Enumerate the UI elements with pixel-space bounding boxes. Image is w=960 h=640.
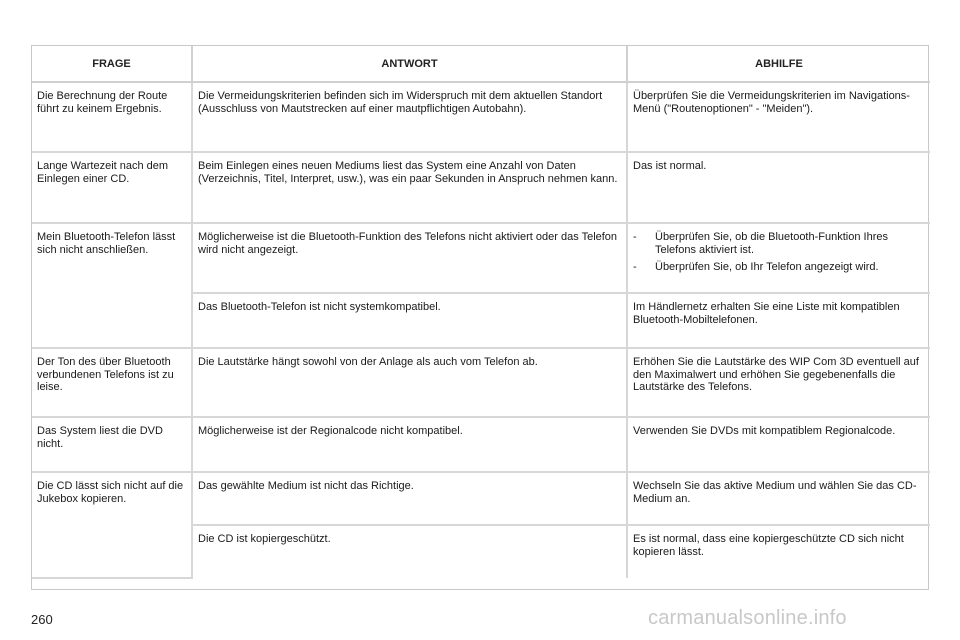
table-row bbox=[32, 223, 930, 293]
table-row bbox=[32, 152, 930, 223]
header-antwort: ANTWORT bbox=[192, 46, 627, 82]
cell-abhilfe: Im Händlernetz erhalten Sie eine Liste mit kompatiblen Bluetooth-Mobiltelefonen. bbox=[627, 293, 930, 348]
cell-abhilfe: Es ist normal, dass eine kopiergeschützte CD sich nicht kopieren lässt. bbox=[633, 533, 904, 558]
cell-frage: Die CD lässt sich nicht auf die Jukebox kopieren. bbox=[32, 472, 192, 578]
cell-frage: Der Ton des über Bluetooth verbundenen Telefons ist zu leise. bbox=[32, 348, 192, 417]
cell-antwort: Die Vermeidungskriterien befinden sich im Widerspruch mit dem aktuellen Standort (Ausschluss von Mautstrecken auf einer mautpflichtigen Autobahn). bbox=[192, 82, 627, 152]
dash-bullet: - bbox=[633, 231, 637, 243]
header-frage: FRAGE bbox=[32, 46, 192, 82]
list-item-text: Überprüfen Sie, ob die Bluetooth-Funktion Ihres Telefons aktiviert ist. bbox=[655, 231, 888, 256]
cell-abhilfe: Verwenden Sie DVDs mit kompatiblem Regionalcode. bbox=[627, 417, 930, 472]
cell-frage: Die Berechnung der Route führt zu keinem Ergebnis. bbox=[32, 82, 192, 152]
table-row bbox=[32, 348, 930, 417]
faq-table bbox=[31, 45, 929, 590]
dash-bullet: - bbox=[633, 261, 637, 273]
cell-abhilfe-list bbox=[627, 223, 930, 293]
cell-antwort: Das gewählte Medium ist nicht das Richtige. bbox=[192, 472, 627, 525]
cell-abhilfe: Das ist normal. bbox=[627, 152, 930, 223]
cell-abhilfe: Erhöhen Sie die Lautstärke des WIP Com 3D eventuell auf den Maximalwert und erhöhen Sie gegebenenfalls die Lautstärke des Telefons. bbox=[627, 348, 930, 417]
cell-frage: Das System liest die DVD nicht. bbox=[32, 417, 192, 472]
table-row bbox=[32, 472, 930, 525]
table-row bbox=[32, 417, 930, 472]
cell-antwort: Das Bluetooth-Telefon ist nicht systemkompatibel. bbox=[192, 293, 627, 348]
watermark: carmanualsonline.info bbox=[648, 607, 847, 629]
cell-antwort: Die Lautstärke hängt sowohl von der Anlage als auch vom Telefon ab. bbox=[192, 348, 627, 417]
table-row bbox=[32, 82, 930, 152]
table-header-row bbox=[32, 46, 930, 82]
page-number: 260 bbox=[31, 612, 53, 627]
cell-abhilfe: Überprüfen Sie die Vermeidungskriterien im Navigations-Menü ("Routenoptionen" - "Meiden"). bbox=[627, 82, 930, 152]
cell-antwort: Die CD ist kopiergeschützt. bbox=[192, 525, 627, 578]
cell-antwort: Möglicherweise ist die Bluetooth-Funktion des Telefons nicht aktiviert oder das Telefon wird nicht angezeigt. bbox=[192, 223, 627, 293]
list-item bbox=[633, 261, 924, 274]
list-item bbox=[633, 231, 924, 256]
cell-abhilfe: Wechseln Sie das aktive Medium und wählen Sie das CD-Medium an. bbox=[627, 472, 930, 525]
cell-frage: Mein Bluetooth-Telefon lässt sich nicht anschließen. bbox=[32, 223, 192, 348]
cell-antwort: Möglicherweise ist der Regionalcode nicht kompatibel. bbox=[192, 417, 627, 472]
cell-antwort: Beim Einlegen eines neuen Mediums liest das System eine Anzahl von Daten (Verzeichnis, Titel, Interpret, usw.), was ein paar Sekunden in Anspruch nehmen kann. bbox=[192, 152, 627, 223]
list-item-text: Überprüfen Sie, ob Ihr Telefon angezeigt wird. bbox=[655, 261, 879, 273]
header-abhilfe: ABHILFE bbox=[627, 46, 930, 82]
cell-frage: Lange Wartezeit nach dem Einlegen einer CD. bbox=[32, 152, 192, 223]
